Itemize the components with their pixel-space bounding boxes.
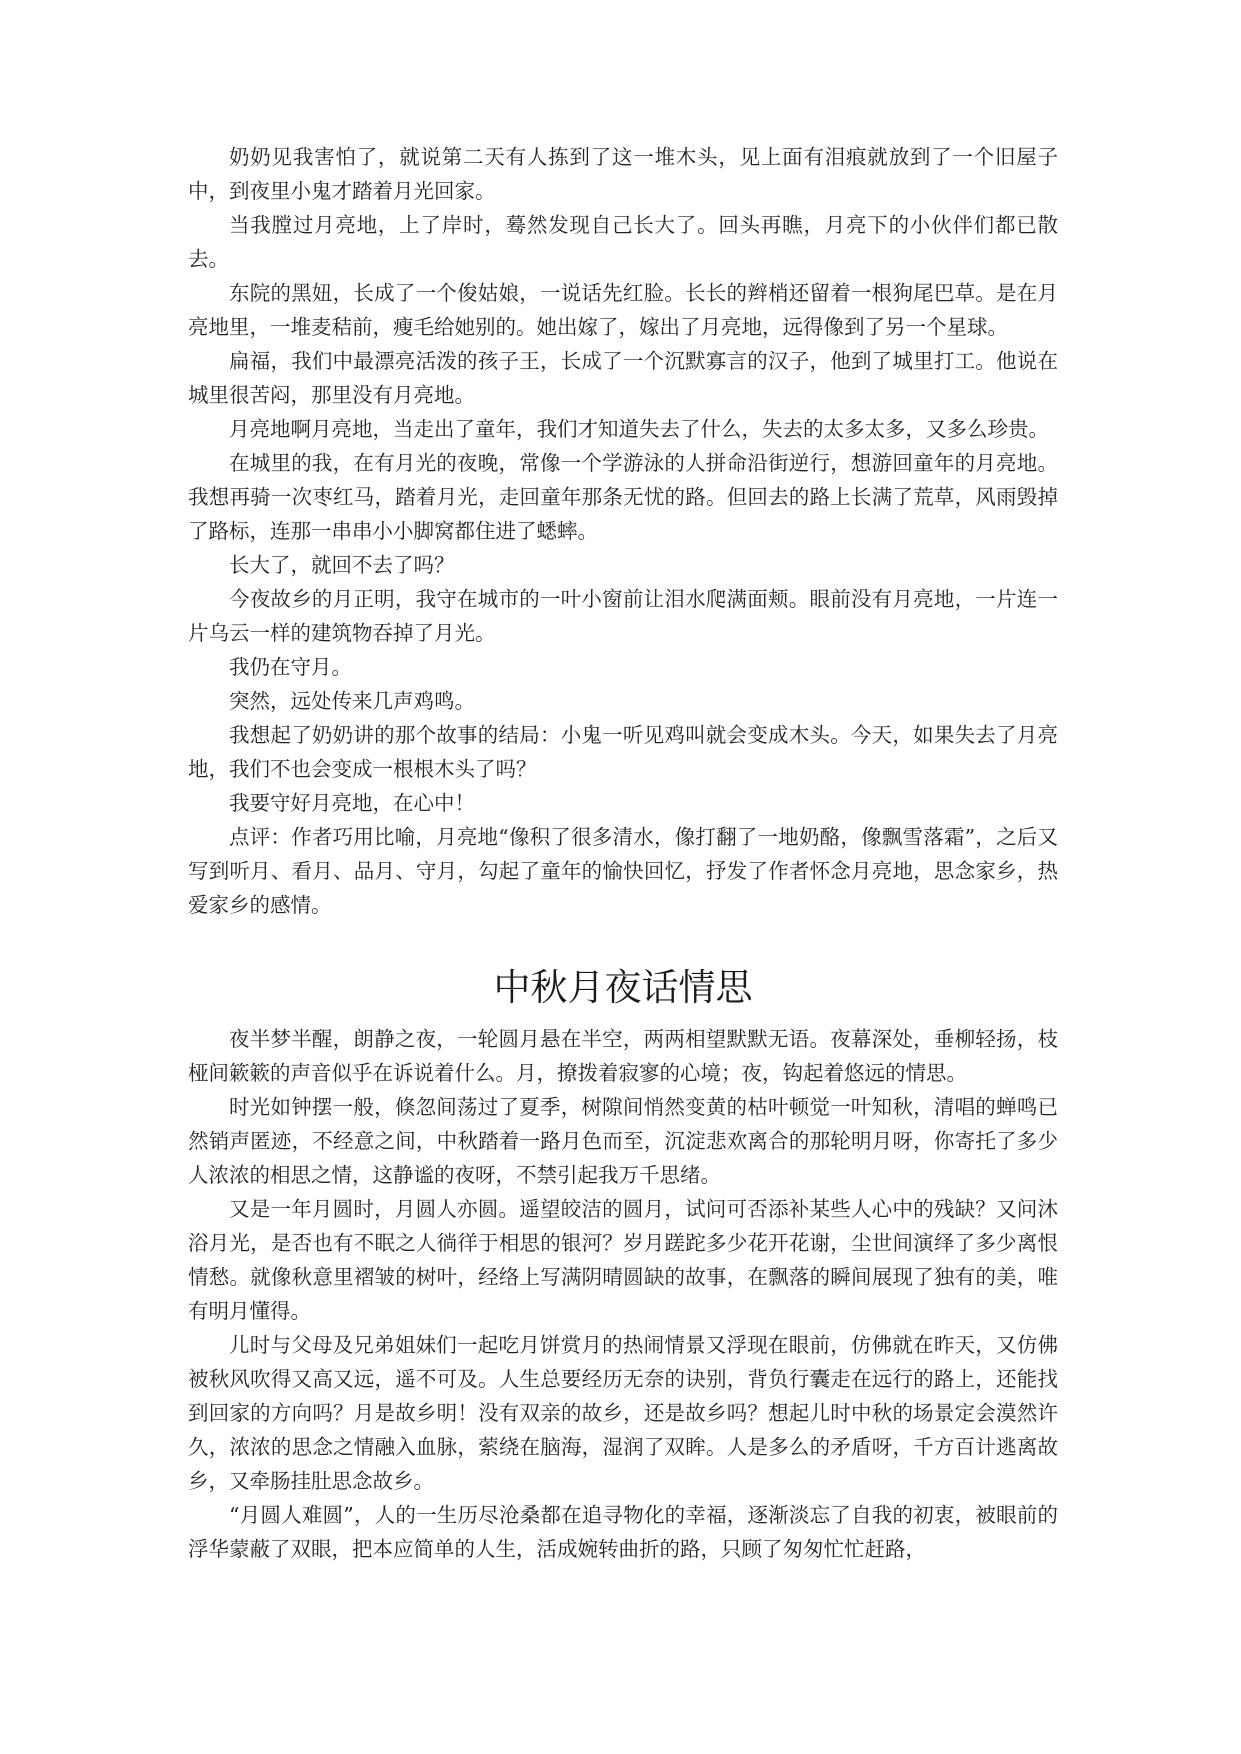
paragraph: 东院的黑妞，长成了一个俊姑娘，一说话先红脸。长长的辫梢还留着一根狗尾巴草。是在月亮地里，一堆麦秸前，瘦毛给她别的。她出嫁了，嫁出了月亮地，远得像到了另一个星球。	[188, 281, 1058, 339]
paragraph: 儿时与父母及兄弟姐妹们一起吃月饼赏月的热闹情景又浮现在眼前，仿佛就在昨天，又仿佛被秋风吹得又高又远，遥不可及。人生总要经历无奈的诀别，背负行囊走在远行的路上，还能找到回家的方向吗？月是故乡明！没有双亲的故乡，还是故乡吗？想起儿时中秋的场景定会漠然许久，浓浓的思念之情融入血脉，萦绕在脑海，湿润了双眸。人是多么的矛盾呀，千方百计逃离故乡，又牵肠挂肚思念故乡。	[188, 1333, 1058, 1493]
paragraph: 我要守好月亮地，在心中！	[229, 791, 475, 815]
paragraph: 我仍在守月。	[229, 655, 352, 679]
essay-title: 中秋月夜话情思	[493, 966, 753, 1009]
commentary-paragraph: 点评：作者巧用比喻，月亮地“像积了很多清水，像打翻了一地奶酪，像飘雪落霜”，之后又写到听月、看月、品月、守月，勾起了童年的愉快回忆，抒发了作者怀念月亮地，思念家乡，热爱家乡的感情。	[188, 825, 1058, 917]
paragraph: 今夜故乡的月正明，我守在城市的一叶小窗前让泪水爬满面颊。眼前没有月亮地，一片连一片乌云一样的建筑物吞掉了月光。	[188, 587, 1058, 645]
document-page	[188, 140, 1058, 1566]
paragraph: 月亮地啊月亮地，当走出了童年，我们才知道失去了什么，失去的太多太多，又多么珍贵。	[229, 417, 1049, 441]
essay-mid-autumn	[188, 962, 1058, 1566]
essay-continuation	[188, 140, 1058, 922]
paragraph: 扁福，我们中最漂亮活泼的孩子王，长成了一个沉默寡言的汉子，他到了城里打工。他说在城里很苦闷，那里没有月亮地。	[188, 349, 1058, 407]
paragraph: 在城里的我，在有月光的夜晚，常像一个学游泳的人拼命沿街逆行，想游回童年的月亮地。我想再骑一次枣红马，踏着月光，走回童年那条无忧的路。但回去的路上长满了荒草，风雨毁掉了路标，连那一串串小小脚窝都住进了蟋蟀。	[188, 451, 1058, 543]
paragraph: 时光如钟摆一般，倏忽间荡过了夏季，树隙间悄然变黄的枯叶顿觉一叶知秋，清唱的蝉鸣已然销声匿迹，不经意之间，中秋踏着一路月色而至，沉淀悲欢离合的那轮明月呀，你寄托了多少人浓浓的相思之情，这静谧的夜呀，不禁引起我万千思绪。	[188, 1095, 1058, 1187]
paragraph: 长大了，就回不去了吗？	[229, 553, 455, 577]
paragraph: 突然，远处传来几声鸡鸣。	[229, 689, 475, 713]
paragraph: 当我膛过月亮地，上了岸时，蓦然发现自己长大了。回头再瞧，月亮下的小伙伴们都已散去。	[188, 213, 1058, 271]
paragraph: 我想起了奶奶讲的那个故事的结局：小鬼一听见鸡叫就会变成木头。今天，如果失去了月亮地，我们不也会变成一根根木头了吗？	[188, 723, 1058, 781]
paragraph: 夜半梦半醒，朗静之夜，一轮圆月悬在半空，两两相望默默无语。夜幕深处，垂柳轻扬，枝桠间簌簌的声音似乎在诉说着什么。月，撩拨着寂寥的心境；夜，钩起着悠远的情思。	[188, 1027, 1058, 1085]
paragraph: 奶奶见我害怕了，就说第二天有人拣到了这一堆木头，见上面有泪痕就放到了一个旧屋子中，到夜里小鬼才踏着月光回家。	[188, 145, 1058, 203]
paragraph: 又是一年月圆时，月圆人亦圆。遥望皎洁的圆月，试问可否添补某些人心中的残缺？又问沐浴月光，是否也有不眠之人徜徉于相思的银河？岁月蹉跎多少花开花谢，尘世间演绎了多少离恨情愁。就像秋意里褶皱的树叶，经络上写满阴晴圆缺的故事，在飘落的瞬间展现了独有的美，唯有明月懂得。	[188, 1197, 1058, 1323]
paragraph: “月圆人难圆”，人的一生历尽沧桑都在追寻物化的幸福，逐渐淡忘了自我的初衷，被眼前的浮华蒙蔽了双眼，把本应简单的人生，活成婉转曲折的路，只顾了匆匆忙忙赶路，	[188, 1503, 1058, 1561]
